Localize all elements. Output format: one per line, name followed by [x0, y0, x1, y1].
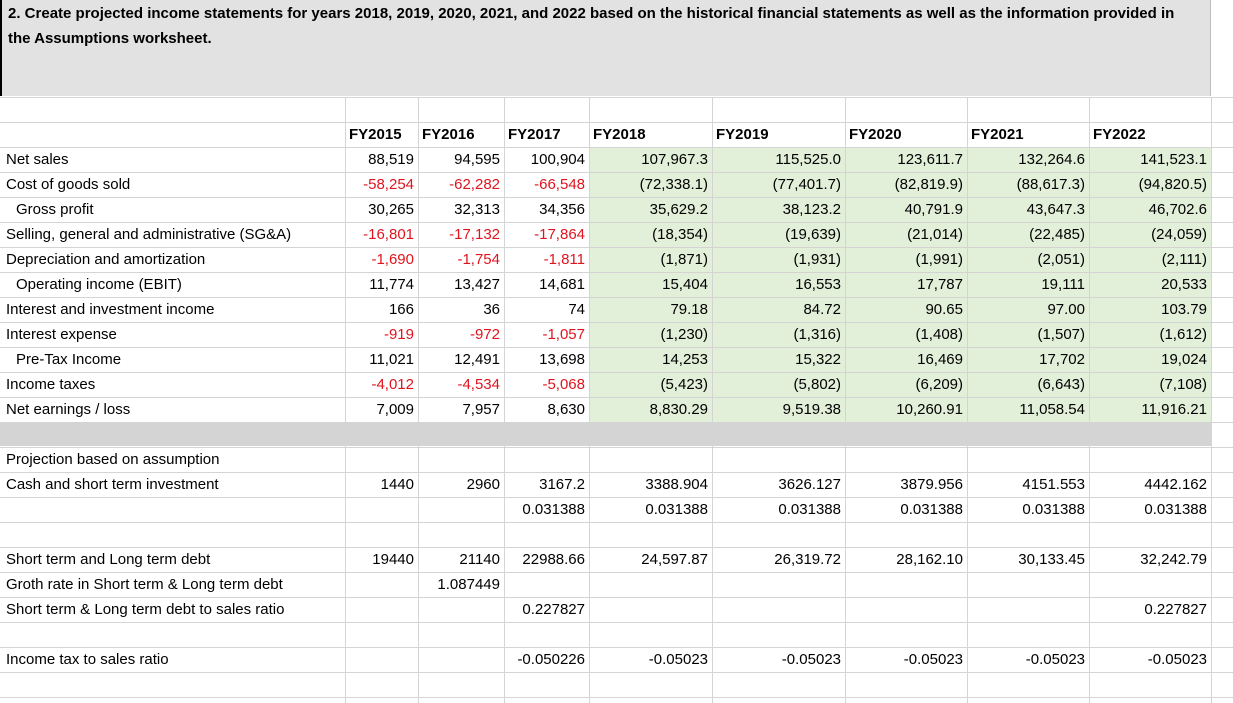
- projected-value-cell[interactable]: (88,617.3): [1016, 176, 1085, 193]
- projected-value-cell[interactable]: 97.00: [1047, 301, 1085, 318]
- historical-value-cell[interactable]: -62,282: [449, 176, 500, 193]
- tax-ratio-row-value[interactable]: -0.05023: [781, 651, 841, 668]
- cash-row-value[interactable]: 3626.127: [778, 476, 841, 493]
- cash-ratio-row-value[interactable]: 0.031388: [522, 501, 585, 518]
- projected-value-cell[interactable]: 17,702: [1039, 351, 1085, 368]
- row-label[interactable]: Selling, general and administrative (SG&A): [6, 226, 292, 243]
- projected-value-cell[interactable]: 9,519.38: [782, 401, 841, 418]
- projected-value-cell[interactable]: 46,702.6: [1148, 201, 1207, 218]
- projected-value-cell[interactable]: 14,253: [662, 351, 708, 368]
- historical-value-cell[interactable]: -5,068: [542, 376, 585, 393]
- projected-value-cell[interactable]: 132,264.6: [1018, 151, 1085, 168]
- historical-value-cell[interactable]: -1,690: [371, 251, 414, 268]
- column-header-fy2018[interactable]: FY2018: [593, 126, 646, 143]
- historical-value-cell[interactable]: -17,132: [449, 226, 500, 243]
- projected-value-cell[interactable]: (1,507): [1037, 326, 1085, 343]
- historical-value-cell[interactable]: 30,265: [368, 201, 414, 218]
- debt-row-value[interactable]: 21140: [459, 551, 500, 568]
- projected-value-cell[interactable]: (1,408): [915, 326, 963, 343]
- row-label[interactable]: Pre-Tax Income: [16, 351, 122, 368]
- cash-ratio-row-value[interactable]: 0.031388: [1022, 501, 1085, 518]
- instruction-text: 2. Create projected income statements for years 2018, 2019, 2020, 2021, and 2022 based on the historical financial statements as well as the information provided in the Assumptions worksheet.: [8, 5, 1175, 47]
- historical-value-cell[interactable]: -1,057: [542, 326, 585, 343]
- historical-value-cell[interactable]: -4,534: [457, 376, 500, 393]
- cash-ratio-row-value[interactable]: 0.031388: [1144, 501, 1207, 518]
- grid-row-line: [0, 522, 1233, 523]
- grid-row-line: [0, 622, 1233, 623]
- projected-value-cell[interactable]: (1,931): [793, 251, 841, 268]
- projected-value-cell[interactable]: 43,647.3: [1026, 201, 1085, 218]
- column-header-fy2020[interactable]: FY2020: [849, 126, 902, 143]
- column-header-fy2017[interactable]: FY2017: [508, 126, 561, 143]
- projected-value-cell[interactable]: 20,533: [1161, 276, 1207, 293]
- historical-value-cell[interactable]: 11,774: [369, 276, 414, 293]
- row-label[interactable]: Net sales: [6, 151, 69, 168]
- projected-value-cell[interactable]: 40,791.9: [904, 201, 963, 218]
- historical-value-cell[interactable]: 13,698: [539, 351, 585, 368]
- projected-value-cell[interactable]: (82,819.9): [894, 176, 963, 193]
- projected-value-cell[interactable]: (72,338.1): [639, 176, 708, 193]
- projected-value-cell[interactable]: 15,404: [662, 276, 708, 293]
- debt-growth-row-value[interactable]: 1.087449: [437, 576, 500, 593]
- historical-value-cell[interactable]: 94,595: [454, 151, 500, 168]
- debt-row-value[interactable]: 19440: [372, 551, 414, 568]
- debt-ratio-row-value[interactable]: 0.227827: [1144, 601, 1207, 618]
- grid-col-line: [1211, 97, 1212, 703]
- historical-value-cell[interactable]: -16,801: [363, 226, 414, 243]
- projected-value-cell[interactable]: (1,871): [660, 251, 708, 268]
- projected-value-cell[interactable]: (1,991): [915, 251, 963, 268]
- projected-value-cell[interactable]: (21,014): [907, 226, 963, 243]
- projected-value-cell[interactable]: (5,802): [793, 376, 841, 393]
- row-label[interactable]: Depreciation and amortization: [6, 251, 206, 268]
- cash-ratio-row-value[interactable]: 0.031388: [778, 501, 841, 518]
- column-header-fy2021[interactable]: FY2021: [971, 126, 1024, 143]
- projected-value-cell[interactable]: (7,108): [1159, 376, 1207, 393]
- grid-row-line: [0, 672, 1233, 673]
- projected-value-cell[interactable]: (22,485): [1029, 226, 1085, 243]
- projection-title[interactable]: Projection based on assumption: [6, 451, 220, 468]
- historical-value-cell[interactable]: -1,811: [543, 251, 585, 268]
- projected-value-cell[interactable]: (24,059): [1151, 226, 1207, 243]
- cash-row-label[interactable]: Cash and short term investment: [6, 476, 219, 493]
- cash-row-value[interactable]: 4442.162: [1144, 476, 1207, 493]
- historical-value-cell[interactable]: 13,427: [454, 276, 500, 293]
- cash-row-value[interactable]: 3167.2: [539, 476, 585, 493]
- row-label[interactable]: Cost of goods sold: [6, 176, 131, 193]
- debt-row-label[interactable]: Short term and Long term debt: [6, 551, 211, 568]
- tax-ratio-row-value[interactable]: -0.050226: [517, 651, 585, 668]
- column-header-fy2022[interactable]: FY2022: [1093, 126, 1146, 143]
- debt-row-value[interactable]: 22988.66: [522, 551, 585, 568]
- projected-value-cell[interactable]: 10,260.91: [896, 401, 963, 418]
- debt-row-value[interactable]: 24,597.87: [641, 551, 708, 568]
- projected-value-cell[interactable]: 16,553: [795, 276, 841, 293]
- projected-value-cell[interactable]: 79.18: [670, 301, 708, 318]
- projected-value-cell[interactable]: 123,611.7: [897, 151, 963, 168]
- projected-value-cell[interactable]: 38,123.2: [782, 201, 841, 218]
- debt-ratio-row-label[interactable]: Short term & Long term debt to sales ratio: [6, 601, 285, 618]
- projected-value-cell[interactable]: 16,469: [917, 351, 963, 368]
- debt-row-value[interactable]: 26,319.72: [774, 551, 841, 568]
- grid-row-line: [0, 97, 1233, 98]
- projected-value-cell[interactable]: 11,916.21: [1141, 401, 1207, 418]
- cash-row-value[interactable]: 3879.956: [900, 476, 963, 493]
- row-label[interactable]: Interest expense: [6, 326, 117, 343]
- cash-ratio-row-value[interactable]: 0.031388: [900, 501, 963, 518]
- grid-row-line: [0, 697, 1233, 698]
- historical-value-cell[interactable]: 166: [388, 301, 414, 318]
- historical-value-cell[interactable]: -66,548: [534, 176, 585, 193]
- cash-ratio-row-value[interactable]: 0.031388: [645, 501, 708, 518]
- historical-value-cell[interactable]: -919: [383, 326, 414, 343]
- column-header-fy2019[interactable]: FY2019: [716, 126, 769, 143]
- historical-value-cell[interactable]: 7,957: [462, 401, 500, 418]
- projected-value-cell[interactable]: (2,111): [1161, 251, 1207, 268]
- row-label[interactable]: Income taxes: [6, 376, 96, 393]
- projected-value-cell[interactable]: 103.79: [1161, 301, 1207, 318]
- historical-value-cell[interactable]: -4,012: [371, 376, 414, 393]
- tax-ratio-row-value[interactable]: -0.05023: [1147, 651, 1207, 668]
- historical-value-cell[interactable]: 100,904: [530, 151, 585, 168]
- cash-row-value[interactable]: 2960: [466, 476, 500, 493]
- tax-ratio-row-value[interactable]: -0.05023: [648, 651, 708, 668]
- historical-value-cell[interactable]: 36: [483, 301, 500, 318]
- projected-value-cell[interactable]: (2,051): [1037, 251, 1085, 268]
- tax-ratio-row-label[interactable]: Income tax to sales ratio: [6, 651, 169, 668]
- historical-value-cell[interactable]: 74: [568, 301, 585, 318]
- debt-row-value[interactable]: 32,242.79: [1140, 551, 1207, 568]
- projected-value-cell[interactable]: (19,639): [785, 226, 841, 243]
- projected-value-cell[interactable]: 90.65: [925, 301, 963, 318]
- historical-value-cell[interactable]: -58,254: [363, 176, 414, 193]
- projected-value-cell[interactable]: 84.72: [803, 301, 841, 318]
- grid-row-line: [0, 422, 1233, 423]
- historical-value-cell[interactable]: 12,491: [454, 351, 500, 368]
- historical-value-cell[interactable]: 8,630: [547, 401, 585, 418]
- column-header-fy2016[interactable]: FY2016: [422, 126, 475, 143]
- historical-value-cell[interactable]: 7,009: [376, 401, 414, 418]
- tax-ratio-row-value[interactable]: -0.05023: [1025, 651, 1085, 668]
- cash-row-value[interactable]: 1440: [380, 476, 414, 493]
- column-header-fy2015[interactable]: FY2015: [349, 126, 402, 143]
- projected-value-cell[interactable]: 115,525.0: [775, 151, 841, 168]
- projected-value-cell[interactable]: (6,209): [915, 376, 963, 393]
- row-label[interactable]: Net earnings / loss: [6, 401, 131, 418]
- debt-row-value[interactable]: 28,162.10: [896, 551, 963, 568]
- projected-value-cell[interactable]: (18,354): [652, 226, 708, 243]
- tax-ratio-row-value[interactable]: -0.05023: [903, 651, 963, 668]
- projected-value-cell[interactable]: (6,643): [1037, 376, 1085, 393]
- historical-value-cell[interactable]: -1,754: [457, 251, 500, 268]
- projected-value-cell[interactable]: 17,787: [917, 276, 963, 293]
- section-separator: [0, 422, 1211, 446]
- row-label[interactable]: Operating income (EBIT): [16, 276, 182, 293]
- projected-value-cell[interactable]: (5,423): [660, 376, 708, 393]
- historical-value-cell[interactable]: -17,864: [534, 226, 585, 243]
- debt-row-value[interactable]: 30,133.45: [1018, 551, 1085, 568]
- row-label[interactable]: Gross profit: [16, 201, 94, 218]
- projected-value-cell[interactable]: 35,629.2: [649, 201, 708, 218]
- projected-value-cell[interactable]: (94,820.5): [1138, 176, 1207, 193]
- historical-value-cell[interactable]: 11,021: [369, 351, 414, 368]
- projected-value-cell[interactable]: 19,024: [1161, 351, 1207, 368]
- projected-value-cell[interactable]: 141,523.1: [1140, 151, 1207, 168]
- projected-value-cell[interactable]: 8,830.29: [649, 401, 708, 418]
- cash-row-value[interactable]: 3388.904: [645, 476, 708, 493]
- projected-value-cell[interactable]: 19,111: [1041, 276, 1085, 293]
- historical-value-cell[interactable]: -972: [469, 326, 500, 343]
- historical-value-cell[interactable]: 34,356: [539, 201, 585, 218]
- historical-value-cell[interactable]: 32,313: [454, 201, 500, 218]
- projected-value-cell[interactable]: (1,612): [1159, 326, 1207, 343]
- historical-value-cell[interactable]: 14,681: [539, 276, 585, 293]
- projected-value-cell[interactable]: 107,967.3: [641, 151, 708, 168]
- projected-value-cell[interactable]: 11,058.54: [1019, 401, 1085, 418]
- row-label[interactable]: Interest and investment income: [6, 301, 215, 318]
- historical-value-cell[interactable]: 88,519: [368, 151, 414, 168]
- projected-value-cell[interactable]: (1,230): [660, 326, 708, 343]
- debt-ratio-row-value[interactable]: 0.227827: [522, 601, 585, 618]
- projected-value-cell[interactable]: (77,401.7): [772, 176, 841, 193]
- projected-value-cell[interactable]: (1,316): [793, 326, 841, 343]
- projected-value-cell[interactable]: 15,322: [795, 351, 841, 368]
- cash-row-value[interactable]: 4151.553: [1022, 476, 1085, 493]
- instruction-banner: [0, 0, 1211, 96]
- debt-growth-row-label[interactable]: Groth rate in Short term & Long term debt: [6, 576, 283, 593]
